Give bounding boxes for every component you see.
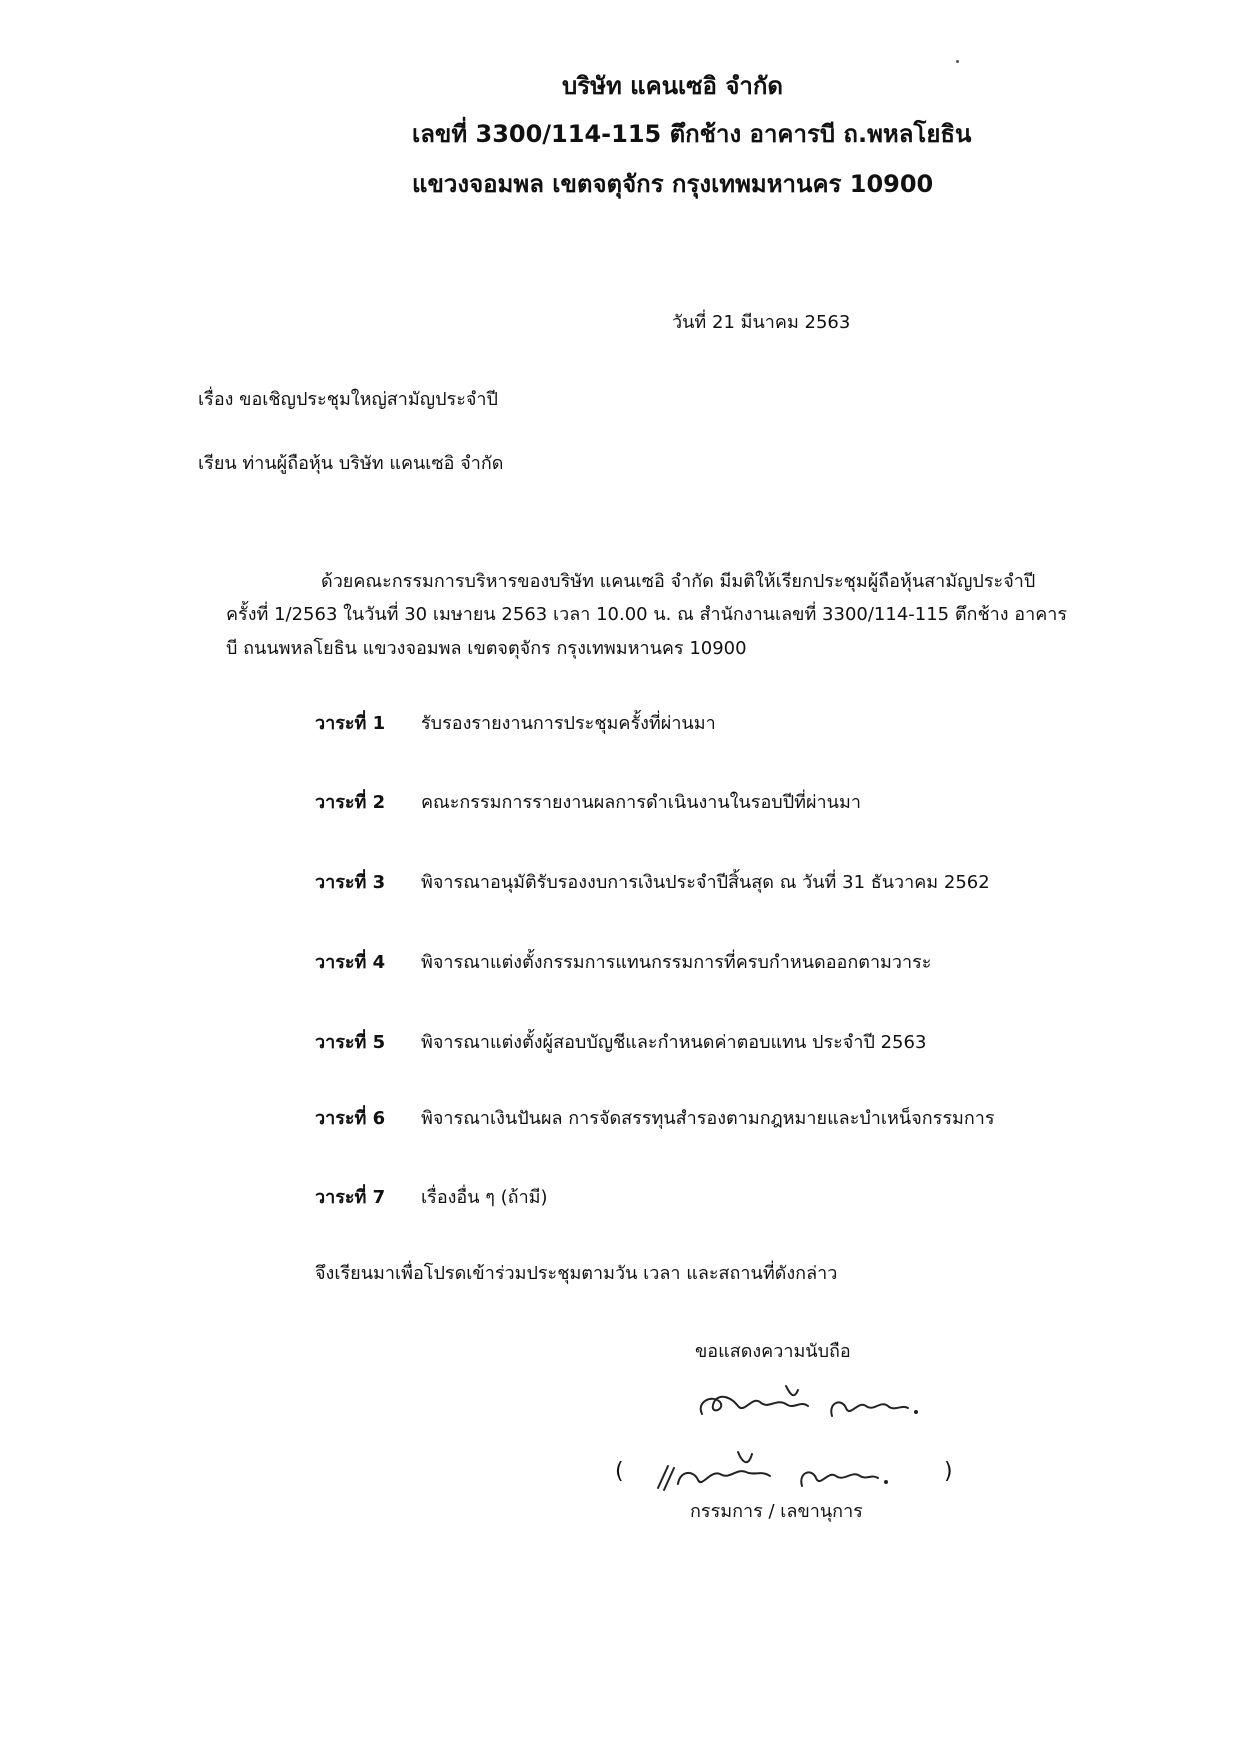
address-line2: แขวงจอมพล เขตจตุจักร กรุงเทพมหานคร 10900 [412,170,934,198]
agenda-description: พิจารณาอนุมัติรับรองงบการเงินประจำปีสิ้นสุด ณ วันที่ 31 ธันวาคม 2562 [421,872,990,893]
agenda-description: พิจารณาแต่งตั้งผู้สอบบัญชีและกำหนดค่าตอบแทน ประจำปี 2563 [421,1032,927,1053]
closing-statement: จึงเรียนมาเพื่อโปรดเข้าร่วมประชุมตามวัน เวลา และสถานที่ดังกล่าว [315,1263,838,1284]
agenda-number: วาระที่ 6 [315,1108,386,1129]
regards-text: ขอแสดงความนับถือ [695,1341,851,1362]
agenda-number: วาระที่ 1 [315,713,386,734]
agenda-number: วาระที่ 7 [315,1187,386,1208]
scan-speck [956,60,959,63]
agenda-description: พิจารณาแต่งตั้งกรรมการแทนกรรมการที่ครบกำหนดออกตามวาระ [421,952,932,973]
agenda-number: วาระที่ 5 [315,1032,386,1053]
agenda-description: เรื่องอื่น ๆ (ถ้ามี) [421,1187,548,1208]
agenda-description: รับรองรายงานการประชุมครั้งที่ผ่านมา [421,713,716,734]
printed-name-signature [650,1440,940,1500]
agenda-description: คณะกรรมการรายงานผลการดำเนินงานในรอบปีที่ผ่านมา [421,792,861,813]
letter-subject: เรื่อง ขอเชิญประชุมใหญ่สามัญประจำปี [198,389,498,410]
body-paragraph-line3: บี ถนนพหลโยธิน แขวงจอมพล เขตจตุจักร กรุงเทพมหานคร 10900 [226,638,747,659]
agenda-description: พิจารณาเงินปันผล การจัดสรรทุนสำรองตามกฎหมายและบำเหน็จกรรมการ [421,1108,995,1129]
address-line1: เลขที่ 3300/114-115 ตึกช้าง อาคารบี ถ.พหลโยธิน [412,120,972,148]
handwritten-signature [690,1372,940,1432]
agenda-number: วาระที่ 2 [315,792,386,813]
letter-recipient: เรียน ท่านผู้ถือหุ้น บริษัท แคนเซอิ จำกัด [198,453,504,474]
agenda-number: วาระที่ 3 [315,872,386,893]
body-paragraph-line2: ครั้งที่ 1/2563 ในวันที่ 30 เมษายน 2563 เวลา 10.00 น. ณ สำนักงานเลขที่ 3300/114-115 ตึกช้าง อาคาร [226,604,1068,625]
letter-date: วันที่ 21 มีนาคม 2563 [672,312,851,333]
agenda-number: วาระที่ 4 [315,952,386,973]
paren-open: ( [615,1459,624,1484]
company-name: บริษัท แคนเซอิ จำกัด [562,72,783,100]
body-line1-text: ด้วยคณะกรรมการบริหารของบริษัท แคนเซอิ จำกัด มีมติให้เรียกประชุมผู้ถือหุ้นสามัญประจำปี [321,571,1036,592]
paren-close: ) [944,1459,953,1484]
signer-position: กรรมการ / เลขานุการ [690,1501,863,1522]
